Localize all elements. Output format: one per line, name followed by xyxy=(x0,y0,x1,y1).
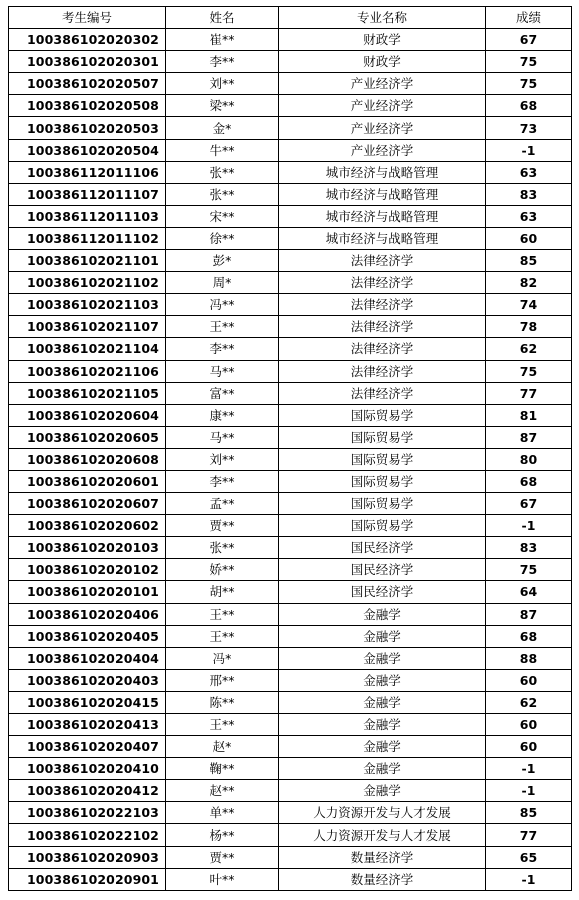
candidate-id-cell: 100386102020604 xyxy=(9,404,166,426)
candidate-id-cell: 100386102020903 xyxy=(9,846,166,868)
major-cell: 财政学 xyxy=(279,29,486,51)
name-cell: 马** xyxy=(166,426,279,448)
table-row xyxy=(9,404,572,426)
table-row xyxy=(9,382,572,404)
header-name: 姓名 xyxy=(166,7,279,29)
score-cell: 75 xyxy=(486,360,572,382)
table-row xyxy=(9,493,572,515)
name-cell: 王** xyxy=(166,316,279,338)
score-cell: 78 xyxy=(486,316,572,338)
candidate-id-cell: 100386102022103 xyxy=(9,802,166,824)
score-cell: 73 xyxy=(486,117,572,139)
score-cell: 60 xyxy=(486,669,572,691)
table-row xyxy=(9,780,572,802)
candidate-id-cell: 100386112011103 xyxy=(9,205,166,227)
score-table xyxy=(8,6,572,891)
table-row xyxy=(9,448,572,470)
major-cell: 产业经济学 xyxy=(279,73,486,95)
major-cell: 数量经济学 xyxy=(279,868,486,890)
candidate-id-cell: 100386112011102 xyxy=(9,227,166,249)
table-row xyxy=(9,625,572,647)
score-cell: 60 xyxy=(486,736,572,758)
candidate-id-cell: 100386102020406 xyxy=(9,603,166,625)
table-row xyxy=(9,294,572,316)
candidate-id-cell: 100386102020503 xyxy=(9,117,166,139)
table-row xyxy=(9,426,572,448)
candidate-id-cell: 100386102020410 xyxy=(9,758,166,780)
score-cell: 88 xyxy=(486,647,572,669)
name-cell: 王** xyxy=(166,603,279,625)
score-cell: 87 xyxy=(486,426,572,448)
table-row xyxy=(9,272,572,294)
name-cell: 张** xyxy=(166,161,279,183)
score-cell: 75 xyxy=(486,559,572,581)
score-cell: 81 xyxy=(486,404,572,426)
candidate-id-cell: 100386102020602 xyxy=(9,515,166,537)
major-cell: 法律经济学 xyxy=(279,272,486,294)
score-cell: 80 xyxy=(486,448,572,470)
score-cell: 67 xyxy=(486,493,572,515)
candidate-id-cell: 100386102020101 xyxy=(9,581,166,603)
table-row xyxy=(9,714,572,736)
table-row xyxy=(9,338,572,360)
major-cell: 国际贸易学 xyxy=(279,426,486,448)
table-row xyxy=(9,117,572,139)
table-row xyxy=(9,736,572,758)
name-cell: 彭* xyxy=(166,250,279,272)
score-cell: -1 xyxy=(486,868,572,890)
score-cell: 62 xyxy=(486,691,572,713)
name-cell: 杨** xyxy=(166,824,279,846)
name-cell: 李** xyxy=(166,338,279,360)
candidate-id-cell: 100386102020302 xyxy=(9,29,166,51)
candidate-id-cell: 100386102022102 xyxy=(9,824,166,846)
name-cell: 刘** xyxy=(166,448,279,470)
name-cell: 马** xyxy=(166,360,279,382)
candidate-id-cell: 100386102020403 xyxy=(9,669,166,691)
score-cell: 68 xyxy=(486,625,572,647)
score-cell: 85 xyxy=(486,250,572,272)
name-cell: 邢** xyxy=(166,669,279,691)
candidate-id-cell: 100386102020507 xyxy=(9,73,166,95)
major-cell: 法律经济学 xyxy=(279,338,486,360)
name-cell: 崔** xyxy=(166,29,279,51)
candidate-id-cell: 100386102021103 xyxy=(9,294,166,316)
major-cell: 城市经济与战略管理 xyxy=(279,227,486,249)
candidate-id-cell: 100386102021104 xyxy=(9,338,166,360)
score-cell: 63 xyxy=(486,161,572,183)
score-cell: 74 xyxy=(486,294,572,316)
major-cell: 财政学 xyxy=(279,51,486,73)
score-cell: 64 xyxy=(486,581,572,603)
name-cell: 胡** xyxy=(166,581,279,603)
name-cell: 周* xyxy=(166,272,279,294)
name-cell: 娇** xyxy=(166,559,279,581)
major-cell: 金融学 xyxy=(279,714,486,736)
table-row xyxy=(9,868,572,890)
table-row xyxy=(9,316,572,338)
name-cell: 陈** xyxy=(166,691,279,713)
candidate-id-cell: 100386102020102 xyxy=(9,559,166,581)
major-cell: 金融学 xyxy=(279,669,486,691)
name-cell: 刘** xyxy=(166,73,279,95)
header-major: 专业名称 xyxy=(279,7,486,29)
score-cell: 68 xyxy=(486,470,572,492)
major-cell: 国际贸易学 xyxy=(279,448,486,470)
score-cell: 77 xyxy=(486,382,572,404)
candidate-id-cell: 100386102021102 xyxy=(9,272,166,294)
major-cell: 法律经济学 xyxy=(279,250,486,272)
major-cell: 人力资源开发与人才发展 xyxy=(279,802,486,824)
score-cell: 65 xyxy=(486,846,572,868)
table-row xyxy=(9,669,572,691)
candidate-id-cell: 100386102020608 xyxy=(9,448,166,470)
name-cell: 徐** xyxy=(166,227,279,249)
major-cell: 人力资源开发与人才发展 xyxy=(279,824,486,846)
table-row xyxy=(9,470,572,492)
table-row xyxy=(9,139,572,161)
name-cell: 冯* xyxy=(166,647,279,669)
score-cell: 67 xyxy=(486,29,572,51)
major-cell: 金融学 xyxy=(279,758,486,780)
candidate-id-cell: 100386102020601 xyxy=(9,470,166,492)
table-row xyxy=(9,846,572,868)
score-cell: 75 xyxy=(486,51,572,73)
table-row xyxy=(9,73,572,95)
score-cell: 63 xyxy=(486,205,572,227)
name-cell: 李** xyxy=(166,470,279,492)
table-row xyxy=(9,559,572,581)
table-row xyxy=(9,29,572,51)
header-row xyxy=(9,7,572,29)
table-row xyxy=(9,802,572,824)
candidate-id-cell: 100386102020301 xyxy=(9,51,166,73)
table-row xyxy=(9,161,572,183)
major-cell: 金融学 xyxy=(279,736,486,758)
table-row xyxy=(9,250,572,272)
header-candidate-id: 考生编号 xyxy=(9,7,166,29)
major-cell: 国际贸易学 xyxy=(279,515,486,537)
table-row xyxy=(9,360,572,382)
score-cell: 82 xyxy=(486,272,572,294)
name-cell: 单** xyxy=(166,802,279,824)
table-row xyxy=(9,758,572,780)
candidate-id-cell: 100386112011106 xyxy=(9,161,166,183)
table-row xyxy=(9,51,572,73)
score-cell: 85 xyxy=(486,802,572,824)
score-cell: -1 xyxy=(486,139,572,161)
major-cell: 金融学 xyxy=(279,780,486,802)
candidate-id-cell: 100386102020404 xyxy=(9,647,166,669)
major-cell: 产业经济学 xyxy=(279,95,486,117)
major-cell: 国民经济学 xyxy=(279,559,486,581)
table-row xyxy=(9,647,572,669)
score-cell: 77 xyxy=(486,824,572,846)
major-cell: 国际贸易学 xyxy=(279,404,486,426)
candidate-id-cell: 100386102020415 xyxy=(9,691,166,713)
name-cell: 梁** xyxy=(166,95,279,117)
major-cell: 金融学 xyxy=(279,691,486,713)
score-cell: 62 xyxy=(486,338,572,360)
candidate-id-cell: 100386102021105 xyxy=(9,382,166,404)
name-cell: 张** xyxy=(166,183,279,205)
major-cell: 城市经济与战略管理 xyxy=(279,183,486,205)
major-cell: 金融学 xyxy=(279,647,486,669)
name-cell: 牛** xyxy=(166,139,279,161)
name-cell: 鞠** xyxy=(166,758,279,780)
candidate-id-cell: 100386102020508 xyxy=(9,95,166,117)
candidate-id-cell: 100386102021106 xyxy=(9,360,166,382)
major-cell: 城市经济与战略管理 xyxy=(279,161,486,183)
candidate-id-cell: 100386102020103 xyxy=(9,537,166,559)
name-cell: 金* xyxy=(166,117,279,139)
table-row xyxy=(9,581,572,603)
candidate-id-cell: 100386102020412 xyxy=(9,780,166,802)
major-cell: 产业经济学 xyxy=(279,139,486,161)
table-row xyxy=(9,691,572,713)
name-cell: 康** xyxy=(166,404,279,426)
table-row xyxy=(9,95,572,117)
major-cell: 金融学 xyxy=(279,625,486,647)
score-cell: 60 xyxy=(486,714,572,736)
score-cell: 60 xyxy=(486,227,572,249)
table-row xyxy=(9,515,572,537)
name-cell: 赵** xyxy=(166,780,279,802)
table-row xyxy=(9,227,572,249)
candidate-id-cell: 100386102021107 xyxy=(9,316,166,338)
major-cell: 产业经济学 xyxy=(279,117,486,139)
name-cell: 宋** xyxy=(166,205,279,227)
candidate-id-cell: 100386102020504 xyxy=(9,139,166,161)
score-cell: 83 xyxy=(486,537,572,559)
table-row xyxy=(9,183,572,205)
candidate-id-cell: 100386102020901 xyxy=(9,868,166,890)
score-cell: -1 xyxy=(486,515,572,537)
name-cell: 冯** xyxy=(166,294,279,316)
score-cell: 83 xyxy=(486,183,572,205)
name-cell: 贾** xyxy=(166,515,279,537)
major-cell: 数量经济学 xyxy=(279,846,486,868)
major-cell: 法律经济学 xyxy=(279,360,486,382)
header-score: 成绩 xyxy=(486,7,572,29)
table-row xyxy=(9,537,572,559)
name-cell: 孟** xyxy=(166,493,279,515)
major-cell: 法律经济学 xyxy=(279,294,486,316)
table-row xyxy=(9,824,572,846)
candidate-id-cell: 100386102021101 xyxy=(9,250,166,272)
candidate-id-cell: 100386112011107 xyxy=(9,183,166,205)
table-body xyxy=(9,29,572,891)
major-cell: 国际贸易学 xyxy=(279,493,486,515)
score-cell: 75 xyxy=(486,73,572,95)
major-cell: 法律经济学 xyxy=(279,316,486,338)
candidate-id-cell: 100386102020407 xyxy=(9,736,166,758)
name-cell: 王** xyxy=(166,714,279,736)
table-row xyxy=(9,205,572,227)
name-cell: 富** xyxy=(166,382,279,404)
name-cell: 李** xyxy=(166,51,279,73)
candidate-id-cell: 100386102020405 xyxy=(9,625,166,647)
major-cell: 金融学 xyxy=(279,603,486,625)
name-cell: 张** xyxy=(166,537,279,559)
major-cell: 城市经济与战略管理 xyxy=(279,205,486,227)
name-cell: 赵* xyxy=(166,736,279,758)
score-cell: 87 xyxy=(486,603,572,625)
table-row xyxy=(9,603,572,625)
name-cell: 贾** xyxy=(166,846,279,868)
score-cell: -1 xyxy=(486,780,572,802)
candidate-id-cell: 100386102020607 xyxy=(9,493,166,515)
candidate-id-cell: 100386102020413 xyxy=(9,714,166,736)
score-cell: -1 xyxy=(486,758,572,780)
major-cell: 国民经济学 xyxy=(279,537,486,559)
candidate-id-cell: 100386102020605 xyxy=(9,426,166,448)
name-cell: 王** xyxy=(166,625,279,647)
major-cell: 法律经济学 xyxy=(279,382,486,404)
score-cell: 68 xyxy=(486,95,572,117)
major-cell: 国际贸易学 xyxy=(279,470,486,492)
name-cell: 叶** xyxy=(166,868,279,890)
major-cell: 国民经济学 xyxy=(279,581,486,603)
